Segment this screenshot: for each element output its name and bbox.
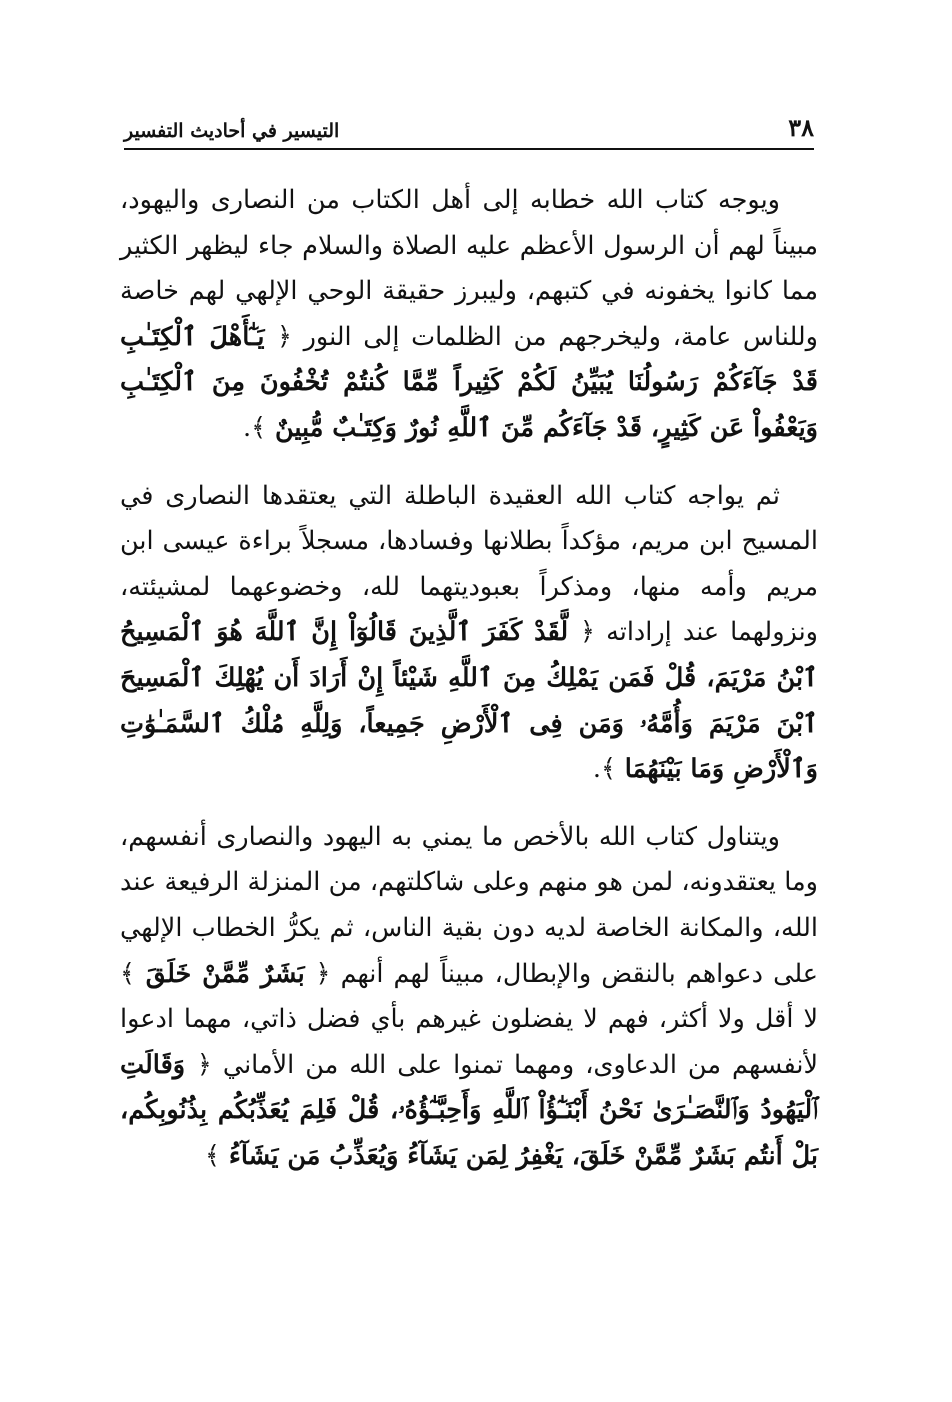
ornate-bracket-open: ﴿ (196, 1049, 212, 1080)
ornate-bracket-open: ﴿ (315, 958, 331, 989)
paragraph-3 (120, 815, 818, 1180)
page-header (124, 110, 814, 150)
paragraph-2 (120, 474, 818, 793)
quran-verse (120, 959, 330, 989)
ornate-bracket-open: ﴿ (580, 617, 595, 648)
quran-verse-text: لَّقَدْ كَفَرَ ٱلَّذِينَ قَالُوٓاْ إِنَّ ٱللَّهَ هُوَ ٱلْمَسِيحُ ٱبْنُ مَرْيَمَ، قُلْ فَمَن يَمْلِكُ مِنَ ٱللَّهِ شَيْئاً إِنْ أَرَادَ أَن يُهْلِكَ ٱلْمَسِيحَ ٱبْنَ مَرْيَمَ وَأُمَّهُۥ وَمَن فِى ٱلْأَرْضِ جَمِيعاً، وَلِلَّهِ مُلْكُ ٱلسَّمَـٰوَٰتِ وَٱلْأَرْضِ وَمَا بَيْنَهُمَا (120, 617, 818, 785)
page-body (120, 178, 818, 1179)
running-title: التيسير في أحاديث التفسير (124, 120, 340, 142)
paragraph-1 (120, 178, 818, 452)
paragraph-text: ويوجه كتاب الله خطابه إلى أهل الكتاب من النصارى واليهود، مبيناً لهم أن الرسول الأعظم عليه الصلاة والسلام جاء ليظهر الكثير مما كانوا يخفونه في كتبهم، وليبرز حقيقة الوحي الإلهي لهم خاصة وللناس عامة، وليخرجهم من الظلمات إلى النور (120, 185, 818, 352)
paragraph-end: . (592, 754, 601, 785)
quran-verse-text: وَقَالَتِ ٱلْيَهُودُ وَٱلنَّصَـٰرَىٰ نَحْنُ أَبْنَـٰٓؤُاْ ٱللَّهِ وَأَحِبَّـٰٓؤُهُۥ، قُلْ فَلِمَ يُعَذِّبُكُم بِذُنُوبِكُم، بَلْ أَنتُم بَشَرٌ مِّمَّنْ خَلَقَ، يَغْفِرُ لِمَن يَشَآءُ وَيُعَذِّبُ مَن يَشَآءُ (120, 1049, 818, 1171)
quran-verse-text: يَـٰٓأَهْلَ ٱلْكِتَـٰبِ قَدْ جَآءَكُمْ رَسُولُنَا يُبَيِّنُ لَكُمْ كَثِيراً مِّمَّا كُنتُمْ تُخْفُونَ مِنَ ٱلْكِتَـٰبِ وَيَعْفُواْ عَن كَثِيرٍ، قَدْ جَآءَكُم مِّنَ ٱللَّهِ نُورٌ وَكِتَـٰبٌ مُّبِينٌ (120, 321, 818, 443)
paragraph-end: . (243, 412, 252, 443)
ornate-bracket-open: ﴿ (276, 321, 292, 352)
paragraph-text: ويتناول كتاب الله بالأخص ما يمني به اليهود والنصارى أنفسهم، وما يعتقدونه، لمن هو منهم وعلى شاكلتهم، من المنزلة الرفيعة عند الله، والمكانة الخاصة لديه دون بقية الناس، ثم يكرُّ الخطاب الإلهي على دعواهم بالنقض والإبطال، مبيناً لهم أنهم (120, 821, 818, 989)
paragraph-text: لا أقل ولا أكثر، فهم لا يفضلون غيرهم بأي فضل ذاتي، مهما ادعوا لأنفسهم من الدعاوى، ومهما تمنوا على الله من الأماني (120, 1004, 818, 1080)
quran-verse-text: بَشَرٌ مِّمَّنْ خَلَقَ (145, 958, 305, 989)
ornate-bracket-close: ﴾ (120, 958, 135, 989)
ornate-bracket-close: ﴾ (600, 754, 616, 785)
ornate-bracket-close: ﴾ (251, 412, 267, 443)
ornate-bracket-close: ﴾ (205, 1140, 220, 1171)
page-number: ٣٨ (788, 113, 814, 142)
paragraph-text: ثم يواجه كتاب الله العقيدة الباطلة التي يعتقدها النصارى في المسيح ابن مريم، مؤكداً بطلانها وفسادها، مسجلاً براءة عيسى ابن مريم وأمه منها، ومذكراً بعبوديتهما لله، وخضوعهما لمشيئته، ونزولهما عند إراداته (120, 480, 819, 648)
